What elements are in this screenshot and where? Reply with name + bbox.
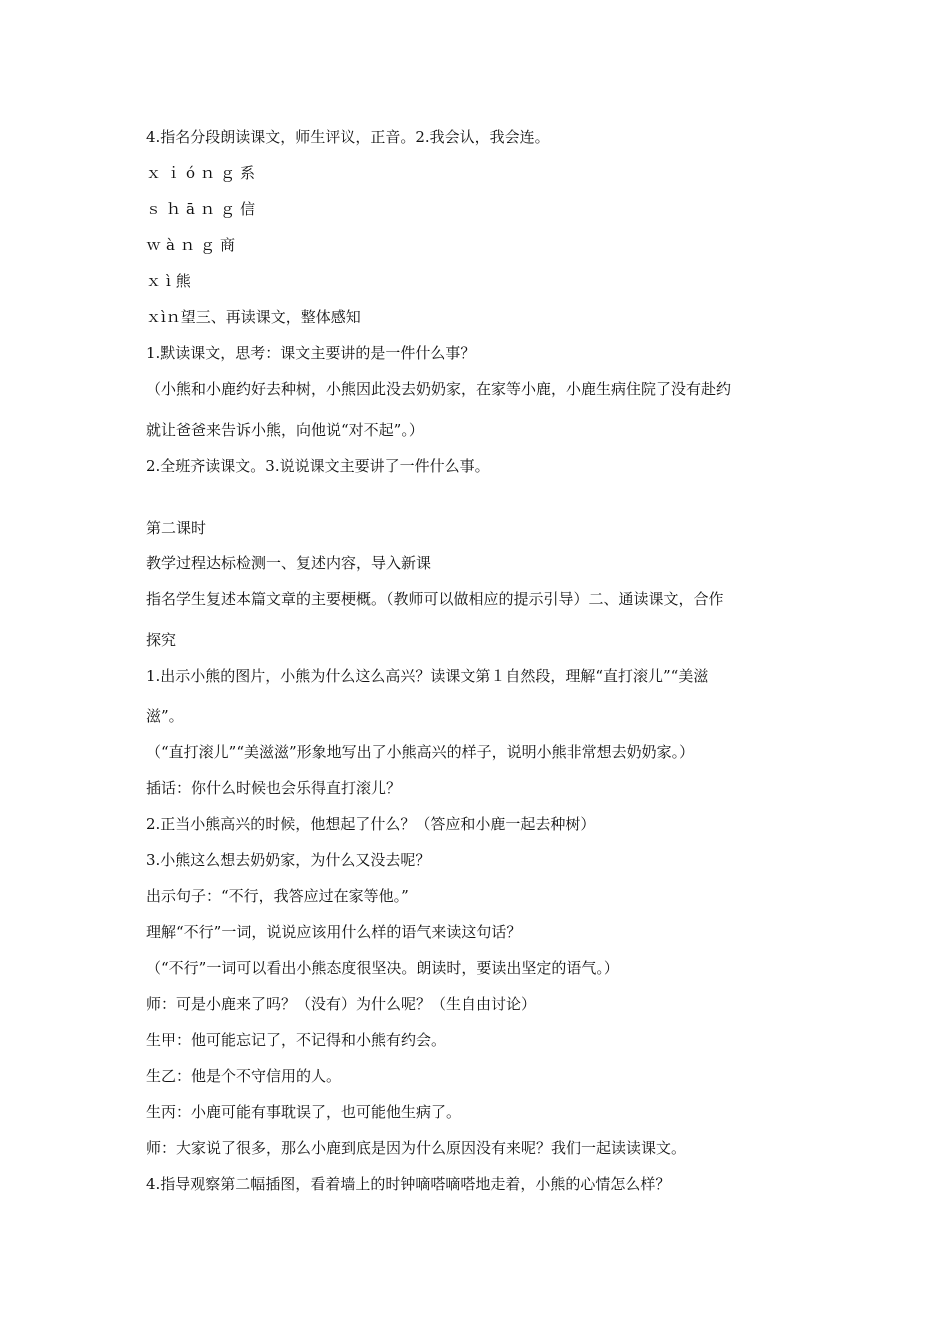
pinyin-line: ｘìｎ望三、再读课文，整体感知 bbox=[146, 308, 361, 326]
text-line: 生乙：他是个不守信用的人。 bbox=[146, 1067, 342, 1085]
text-line: 师：可是小鹿来了吗？（没有）为什么呢？（生自由讨论） bbox=[146, 995, 537, 1013]
text-line: 指名学生复述本篇文章的主要梗概。（教师可以做相应的提示引导）二、通读课文，合作 bbox=[146, 590, 724, 608]
text-line: 插话：你什么时候也会乐得直打滚儿？ bbox=[146, 779, 402, 797]
text-line: （小熊和小鹿约好去种树，小熊因此没去奶奶家，在家等小鹿，小鹿生病住院了没有赴约 bbox=[146, 380, 732, 398]
pinyin-line: ｘｉóｎｇ系 bbox=[146, 164, 261, 182]
text-line: 理解“不行”一词，说说应该用什么样的语气来读这句话？ bbox=[146, 923, 522, 941]
text-line: 2.正当小熊高兴的时候，他想起了什么？（答应和小鹿一起去种树） bbox=[146, 815, 596, 833]
text-line: 教学过程达标检测一、复述内容，导入新课 bbox=[146, 554, 432, 572]
text-line: 生丙：小鹿可能有事耽误了，也可能他生病了。 bbox=[146, 1103, 462, 1121]
text-line: 滋”。 bbox=[146, 707, 184, 725]
text-line: 就让爸爸来告诉小熊，向他说“对不起”。） bbox=[146, 421, 424, 439]
text-line: 4.指导观察第二幅插图，看着墙上的时钟嘀嗒嘀嗒地走着，小熊的心情怎么样？ bbox=[146, 1175, 671, 1193]
text-line: 出示句子：“不行，我答应过在家等他。” bbox=[146, 887, 409, 905]
text-line: （“不行”一词可以看出小熊态度很坚决。朗读时，要读出坚定的语气。） bbox=[146, 959, 619, 977]
text-line: 1.默读课文，思考：课文主要讲的是一件什么事？ bbox=[146, 344, 476, 362]
pinyin-line: ｗàｎｇ商 bbox=[146, 236, 240, 254]
pinyin-line: ｓｈāｎｇ信 bbox=[146, 200, 260, 218]
text-line: 4.指名分段朗读课文，师生评议，正音。2.我会认，我会连。 bbox=[146, 128, 550, 146]
text-line: 2.全班齐读课文。3.说说课文主要讲了一件什么事。 bbox=[146, 457, 490, 475]
text-line: （“直打滚儿”“美滋滋”形象地写出了小熊高兴的样子，说明小熊非常想去奶奶家。） bbox=[146, 743, 695, 761]
text-line: 1.出示小熊的图片，小熊为什么这么高兴？读课文第１自然段，理解“直打滚儿”“美滋 bbox=[146, 667, 709, 685]
text-line: 探究 bbox=[146, 631, 177, 649]
text-line: 生甲：他可能忘记了，不记得和小熊有约会。 bbox=[146, 1031, 447, 1049]
pinyin-line: ｘì熊 bbox=[146, 272, 196, 290]
text-line: 师：大家说了很多，那么小鹿到底是因为什么原因没有来呢？我们一起读读课文。 bbox=[146, 1139, 687, 1157]
section-heading: 第二课时 bbox=[146, 519, 207, 537]
text-line: 3.小熊这么想去奶奶家，为什么又没去呢？ bbox=[146, 851, 431, 869]
